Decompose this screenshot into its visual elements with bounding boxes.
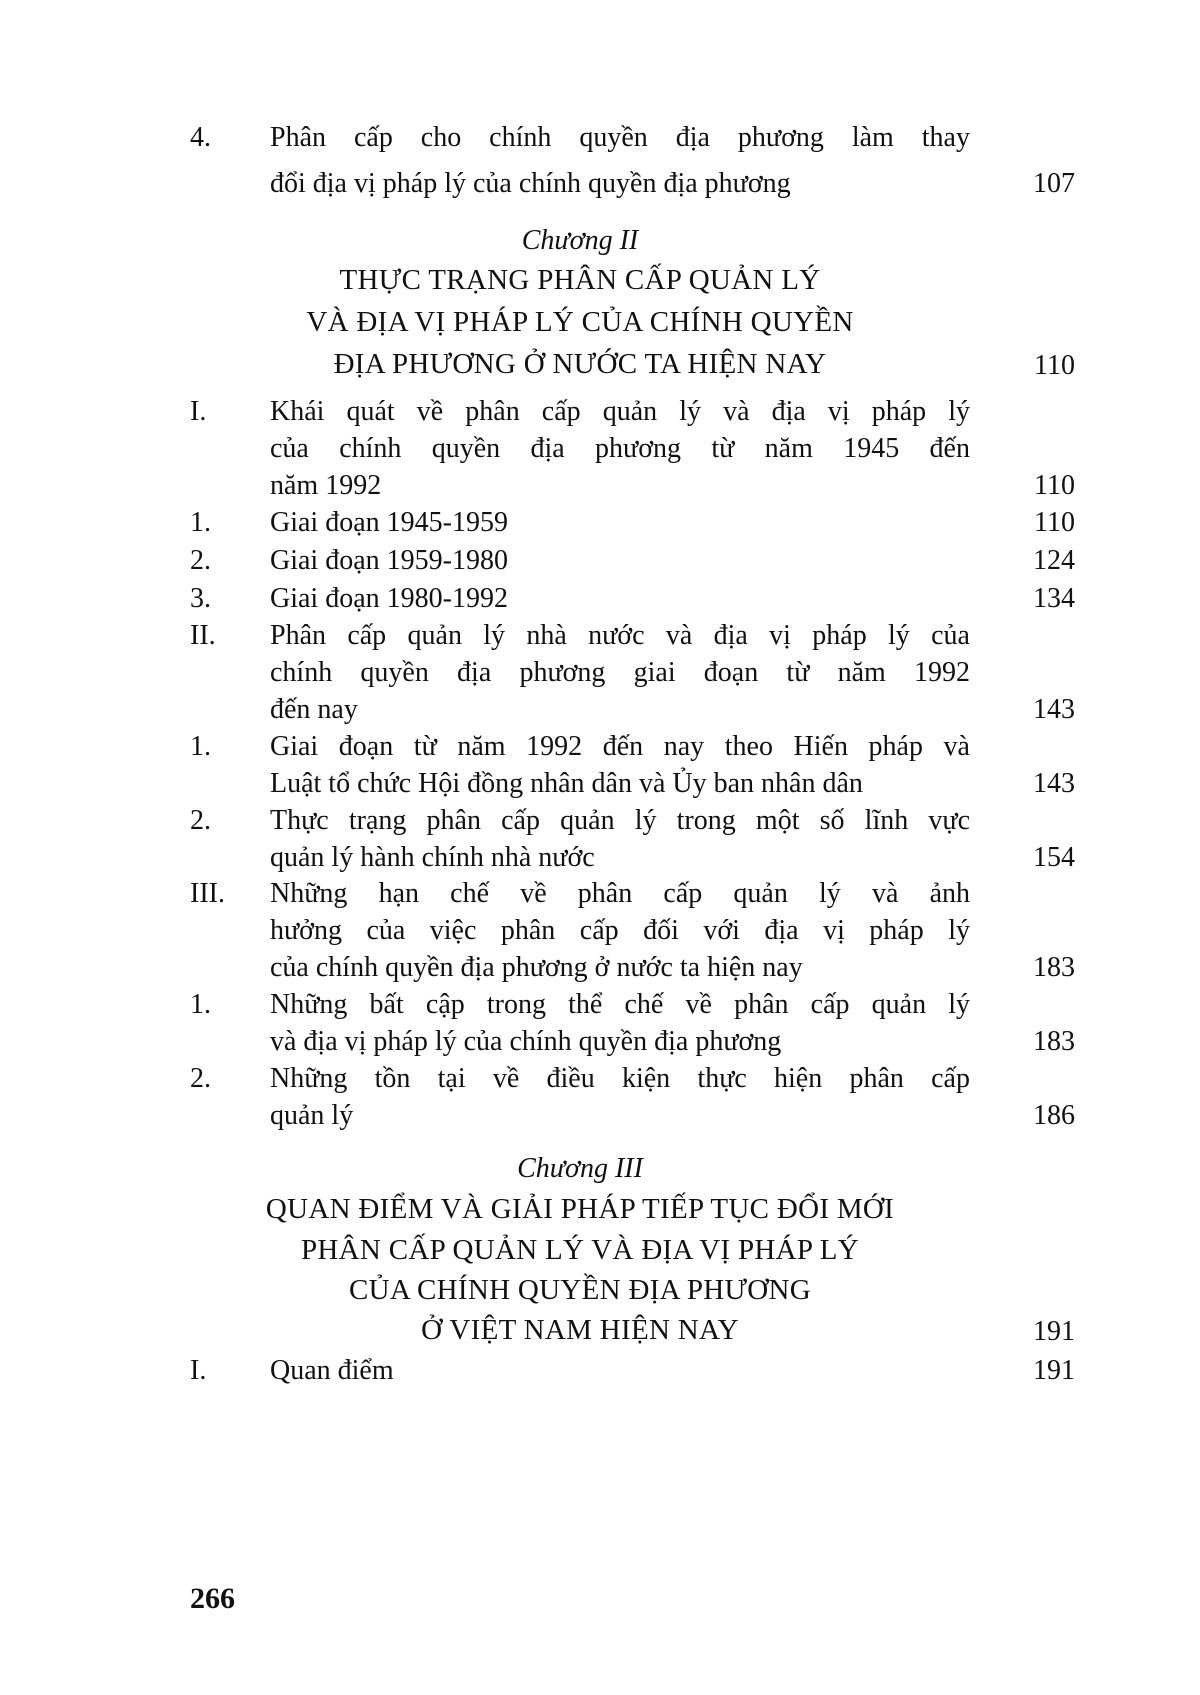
- entry-page-number: 134: [1033, 583, 1075, 614]
- toc-entry: [190, 620, 1075, 734]
- entry-page-number: 110: [1034, 470, 1075, 501]
- entry-number: 3.: [190, 583, 211, 614]
- entry-number: III.: [190, 878, 225, 909]
- entry-text-line: của chính quyền địa phương ở nước ta hiện nay: [270, 952, 803, 983]
- toc-entry: [190, 583, 1075, 620]
- entry-number: 2.: [190, 805, 211, 836]
- entry-page-number: 191: [1033, 1355, 1075, 1386]
- entry-text-line: của chính quyền địa phương từ năm 1945 đến: [270, 433, 970, 464]
- chapter-title-line: Ở VIỆT NAM HIỆN NAY: [421, 1314, 739, 1346]
- entry-text-line: đổi địa vị pháp lý của chính quyền địa phương: [270, 168, 791, 199]
- entry-page-number: 124: [1033, 545, 1075, 576]
- entry-page-number: 107: [1033, 168, 1075, 199]
- toc-entry: [190, 731, 1075, 807]
- entry-text-line: Phân cấp cho chính quyền địa phương làm thay: [270, 122, 970, 153]
- toc-entry: [190, 805, 1075, 881]
- chapter-title-line: QUAN ĐIỂM VÀ GIẢI PHÁP TIẾP TỤC ĐỔI MỚI: [265, 1193, 895, 1225]
- entry-number: 4.: [190, 122, 211, 153]
- entry-text-line: Những tồn tại về điều kiện thực hiện phân cấp: [270, 1063, 970, 1094]
- chapter-page-number: 110: [1034, 350, 1075, 381]
- chapter-title-line: ĐỊA PHƯƠNG Ở NƯỚC TA HIỆN NAY: [333, 348, 827, 380]
- entry-text-line: quản lý hành chính nhà nước: [270, 842, 595, 873]
- entry-text-line: Những bất cập trong thể chế về phân cấp quản lý: [270, 989, 970, 1020]
- chapter-label: Chương III: [517, 1153, 643, 1184]
- chapter-page-number: 191: [1033, 1316, 1075, 1347]
- entry-page-number: 143: [1033, 694, 1075, 725]
- entry-text-line: Thực trạng phân cấp quản lý trong một số lĩnh vực: [270, 805, 970, 836]
- entry-number: II.: [190, 620, 216, 651]
- entry-text-line: Giai đoạn 1945-1959: [270, 507, 508, 538]
- entry-text-line: Giai đoạn từ năm 1992 đến nay theo Hiến pháp và: [270, 731, 970, 762]
- entry-text-line: Giai đoạn 1959-1980: [270, 545, 508, 576]
- entry-page-number: 183: [1033, 1026, 1075, 1057]
- toc-entry: [190, 878, 1075, 992]
- toc-entry: [190, 396, 1075, 510]
- entry-page-number: 143: [1033, 768, 1075, 799]
- entry-text-line: năm 1992: [270, 470, 382, 501]
- entry-text-line: Luật tổ chức Hội đồng nhân dân và Ủy ban nhân dân: [270, 768, 863, 799]
- entry-page-number: 183: [1033, 952, 1075, 983]
- entry-number: 2.: [190, 1063, 211, 1094]
- toc-entry: [190, 1355, 1075, 1392]
- chapter-title-line: VÀ ĐỊA VỊ PHÁP LÝ CỦA CHÍNH QUYỀN: [306, 306, 854, 338]
- entry-text-line: Phân cấp quản lý nhà nước và địa vị pháp lý của: [270, 620, 970, 651]
- page-number: 266: [190, 1582, 235, 1615]
- entry-text-line: Quan điểm: [270, 1355, 394, 1386]
- entry-page-number: 154: [1033, 842, 1075, 873]
- entry-number: 2.: [190, 545, 211, 576]
- chapter-label: Chương II: [521, 225, 639, 256]
- entry-text-line: đến nay: [270, 694, 358, 725]
- chapter-title-line: THỰC TRẠNG PHÂN CẤP QUẢN LÝ: [339, 264, 821, 296]
- toc-entry: [190, 545, 1075, 582]
- entry-text-line: Giai đoạn 1980-1992: [270, 583, 508, 614]
- chapter-title-line: CỦA CHÍNH QUYỀN ĐỊA PHƯƠNG: [348, 1274, 812, 1306]
- entry-text-line: chính quyền địa phương giai đoạn từ năm 1992: [270, 657, 970, 688]
- entry-number: 1.: [190, 731, 211, 762]
- entry-page-number: 110: [1034, 507, 1075, 538]
- entry-text-line: Những hạn chế về phân cấp quản lý và ảnh: [270, 878, 970, 909]
- entry-number: 1.: [190, 507, 211, 538]
- entry-number: I.: [190, 1355, 207, 1386]
- entry-page-number: 186: [1033, 1100, 1075, 1131]
- chapter-title-line: PHÂN CẤP QUẢN LÝ VÀ ĐỊA VỊ PHÁP LÝ: [300, 1234, 860, 1266]
- entry-text-line: và địa vị pháp lý của chính quyền địa phương: [270, 1026, 782, 1057]
- entry-text-line: quản lý: [270, 1100, 354, 1131]
- entry-number: 1.: [190, 989, 211, 1020]
- toc-entry: [190, 507, 1075, 544]
- entry-text-line: hưởng của việc phân cấp đối với địa vị pháp lý: [270, 915, 970, 946]
- toc-entry: [190, 1063, 1075, 1139]
- entry-text-line: Khái quát về phân cấp quản lý và địa vị pháp lý: [270, 396, 970, 427]
- toc-entry: [190, 989, 1075, 1065]
- toc-entry: [190, 122, 1075, 212]
- entry-number: I.: [190, 396, 207, 427]
